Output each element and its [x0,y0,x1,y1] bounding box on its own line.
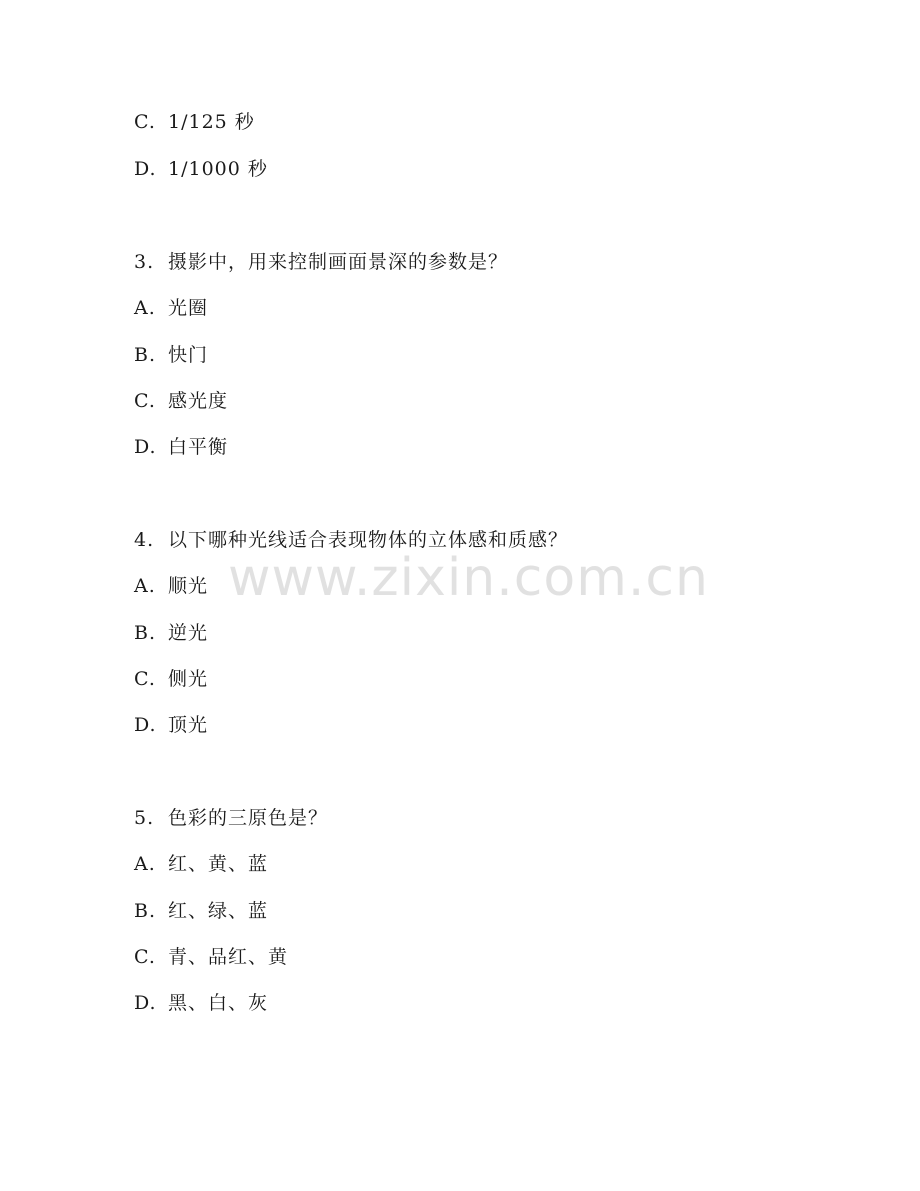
option-tag: C. [134,668,156,690]
option-tag: C. [134,946,156,968]
q5-option-d [134,990,268,1016]
watermark: www.zixin.com.cn [228,548,709,608]
option-tag: D. [134,158,157,180]
question-number: 3. [134,251,155,273]
question-number: 4. [134,529,155,551]
q5-question [134,805,328,831]
option-tag: C. [134,111,156,133]
option-text: 1/125 秒 [168,111,255,133]
q2-option-d [134,156,268,182]
option-text: 1/1000 秒 [168,158,268,180]
option-text: 黑、白、灰 [168,992,269,1014]
q3-option-c [134,388,228,414]
q4-option-b [134,620,208,646]
option-text: 感光度 [168,390,229,412]
q5-option-a [134,851,268,877]
option-tag: D. [134,436,157,458]
q3-option-d [134,434,228,460]
option-tag: D. [134,992,157,1014]
question-text: 摄影中，用来控制画面景深的参数是？ [168,251,509,273]
q3-option-a [134,295,208,321]
option-tag: A. [134,853,156,875]
q4-option-c [134,666,208,692]
q4-option-a [134,573,208,599]
option-tag: B. [134,344,157,366]
option-text: 白平衡 [168,436,229,458]
option-text: 快门 [168,344,209,366]
option-tag: B. [134,900,157,922]
question-number: 5. [134,807,155,829]
q5-option-b [134,898,268,924]
option-tag: D. [134,714,157,736]
q3-option-b [134,342,208,368]
q5-option-c [134,944,288,970]
option-text: 光圈 [168,297,209,319]
option-text: 红、绿、蓝 [168,900,269,922]
q2-option-c [134,109,255,135]
option-text: 顶光 [168,714,209,736]
q4-option-d [134,712,208,738]
option-text: 顺光 [168,575,209,597]
option-tag: A. [134,297,156,319]
option-text: 逆光 [168,622,209,644]
option-text: 红、黄、蓝 [168,853,269,875]
option-tag: C. [134,390,156,412]
option-text: 青、品红、黄 [168,946,289,968]
q3-question [134,249,508,275]
option-text: 侧光 [168,668,209,690]
question-text: 色彩的三原色是？ [168,807,329,829]
question-text: 以下哪种光线适合表现物体的立体感和质感？ [168,529,569,551]
option-tag: A. [134,575,156,597]
option-tag: B. [134,622,157,644]
